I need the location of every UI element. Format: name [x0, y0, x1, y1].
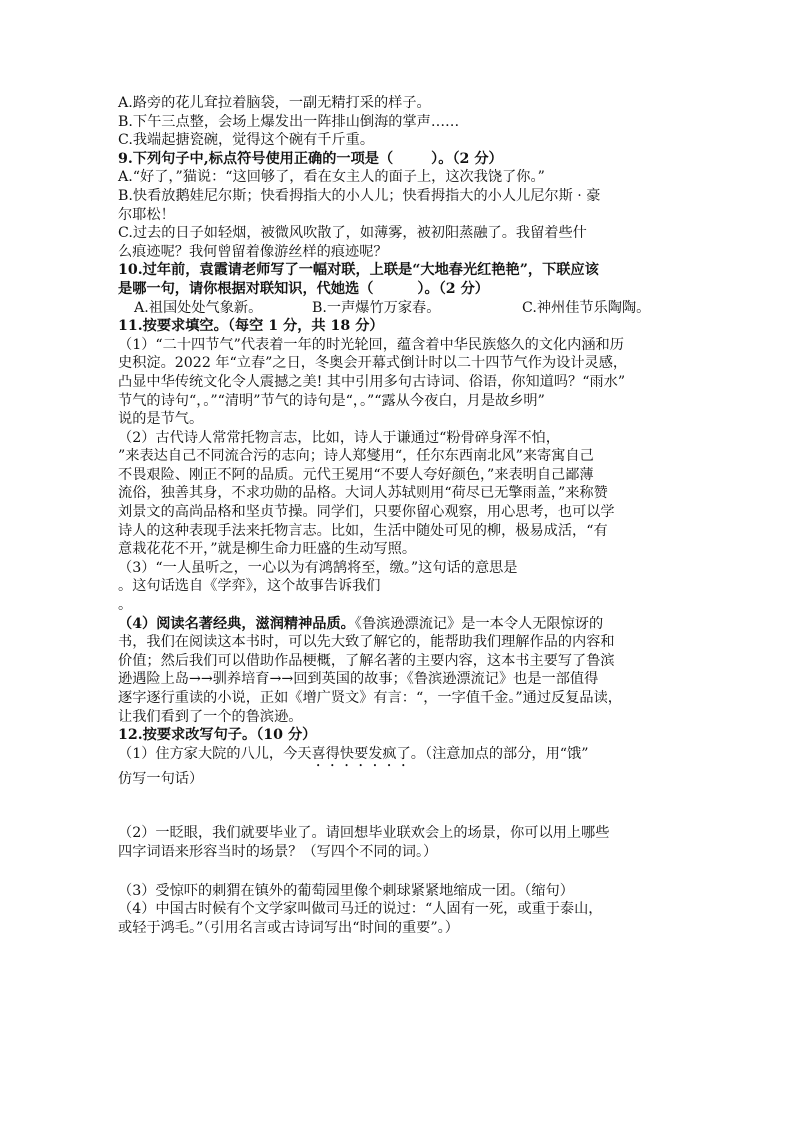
q9-option-b-line2: 尔耶松！ [118, 206, 175, 223]
q12-s1-answer-space[interactable] [118, 788, 680, 824]
q9-stem [118, 150, 680, 169]
q11-p4-line: 让我们看到了一个的鲁滨逊。 [118, 708, 303, 725]
q12-s1-text-a: （1）住方家大院的八儿，今天 [118, 745, 312, 762]
q9-option-a: A.“好了，”猫说：“这回够了，看在女主人的面子上，这次我饶了你。” [118, 169, 545, 186]
q10-options [118, 299, 680, 318]
q11-p4-line: 逐字逐行重读的小说，正如《增广贤文》有言：“，一字值千金。”通过反复品读， [118, 690, 622, 706]
q9-option-c-line2: 么痕迹呢？我何曾留着像游丝样的痕迹呢？ [118, 243, 388, 260]
q11-p1-line: 节气的诗句“，。”“清明”节气的诗句是“，。”“露从今夜白，月是故乡明” [118, 392, 545, 409]
q9-option-c-line1: C.过去的日子如轻烟，被微风吹散了，如薄雾，被初阳蒸融了。我留着些什 [118, 225, 587, 242]
q11-p2-line: 诗人的这种表现手法来托物言志。比如，生活中随处可见的柳，极易成活，“有 [118, 522, 608, 539]
q12-s1-emphasis: 喜得快要发疯了 [311, 745, 411, 762]
q10-option-c: C.神州佳节乐陶陶。 [522, 299, 651, 316]
q10-option-b: B.一声爆竹万家春。 [312, 299, 441, 316]
q11-p4-text: 《鲁滨逊漂流记》是一本令人无限惊讶的 [354, 615, 604, 632]
q11-p4-line: 逊遇险上岛→→驯养培育→→回到英国的故事；《鲁滨逊漂流记》也是一部值得 [118, 671, 599, 688]
q8-option-a: A.路旁的花儿耷拉着脑袋，一副无精打采的样子。 [118, 95, 431, 111]
q9-option-b-line1: B.快看放鹅娃尼尔斯；快看拇指大的小人儿；快看拇指大的小人儿尼尔斯 · 豪 [118, 187, 601, 204]
q12-s3: （3）受惊吓的刺猬在镇外的葡萄园里像个刺球紧紧地缩成一团。（缩句） [118, 882, 574, 899]
q11-p1-line: 史积淀。2022 年“立春”之日，冬奥会开幕式倒计时以二十四节气作为设计灵感， [118, 355, 628, 372]
q11-p2-line: （2）古代诗人常常托物言志，比如，诗人于谦通过“粉骨碎身浑不怕， [118, 429, 560, 446]
q12-s2-answer-space[interactable] [118, 862, 680, 882]
q10-stem-end: ）。（2 分） [417, 280, 489, 297]
q11-p3-line: 。 [118, 597, 133, 614]
q9-stem-end: ）。（2 分） [431, 150, 503, 167]
q12-s1-text-b: 。（注意加点的部分，用“饿” [410, 745, 589, 762]
q11-p2-line: 意栽花花不开，”就是柳生命力旺盛的生动写照。 [118, 541, 417, 558]
q10-stem-line2 [118, 280, 680, 299]
q12-s2-line2: 四字词语来形容当时的场景？（写四个不同的词。） [118, 843, 438, 860]
q11-p4-line: 书，我们在阅读这本书时，可以先大致了解它的，能帮助我们理解作品的内容和 [118, 634, 615, 651]
q11-p2-line: ”来表达自己不同流合污的志向；诗人郑燮用“，任尔东西南北风”来寄寓自己 [118, 448, 594, 465]
q11-p4-line [118, 615, 680, 634]
q8-option-b: B.下午三点整，会场上爆发出一阵排山倒海的掌声…… [118, 113, 460, 130]
q12-title: 12.按要求改写句子。（10 分） [118, 727, 317, 744]
q10-stem-start: 是哪一句，请你根据对联知识，代她选（ [118, 280, 374, 297]
q10-stem-line1: 10.过年前，袁霞请老师写了一幅对联，上联是“大地春光红艳艳”，下联应该 [118, 262, 599, 279]
q11-p2-line: 流俗，独善其身，不求功勋的品格。大词人苏轼则用“荷尽已无擎雨盖，”来称赞 [118, 485, 608, 502]
q11-p4-line: 价值；然后我们可以借助作品梗概，了解名著的主要内容，这本书主要写了鲁滨 [118, 652, 615, 669]
q12-s1-line2: 仿写一句话） [118, 770, 204, 787]
q11-title: 11.按要求填空。（每空 1 分，共 18 分） [118, 318, 384, 335]
q11-p4-heading: （4）阅读名著经典，滋润精神品质。 [118, 615, 355, 632]
q11-p3-line: （3）“一人虽听之，一心以为有鸿鹄将至，缴。”这句话的意思是 [118, 559, 518, 576]
q11-p2-line: 不畏艰险、刚正不阿的品质。元代王冕用“不要人夸好颜色，”来表明自己鄙薄 [118, 466, 594, 483]
q11-p1-line: 凸显中华传统文化令人震撼之美! 其中引用多句古诗词、俗语，你知道吗？“雨水” [118, 373, 626, 390]
q11-p3-line: 。这句话选自《学弈》，这个故事告诉我们 [118, 578, 381, 595]
q12-s1-line1 [118, 745, 680, 770]
q9-stem-start: 9.下列句子中,标点符号使用正确的一项是（ [118, 150, 394, 167]
q11-p2-line: 刘景文的高尚品格和坚贞节操。同学们，只要你留心观察，用心思考，也可以学 [118, 504, 615, 521]
q11-p1-line: 说的是节气。 [118, 411, 204, 428]
q12-s4-line1: （4）中国古时候有个文学家叫做司马迁的说过：“人固有一死，或重于泰山， [118, 901, 603, 918]
q12-s4-line2: 或轻于鸿毛。”（引用名言或古诗词写出“时间的重要”。） [118, 919, 459, 936]
exam-page [118, 94, 680, 937]
q8-option-c: C.我端起搪瓷碗，觉得这个碗有千斤重。 [118, 132, 375, 149]
q12-s2-line1: （2）一眨眼，我们就要毕业了。请回想毕业联欢会上的场景，你可以用上哪些 [118, 825, 610, 842]
q10-option-a: A.祖国处处气象新。 [134, 299, 263, 316]
q11-p1-line: （1）“二十四节气”代表着一年的时光轮回，蕴含着中华民族悠久的文化内涵和历 [118, 336, 624, 353]
